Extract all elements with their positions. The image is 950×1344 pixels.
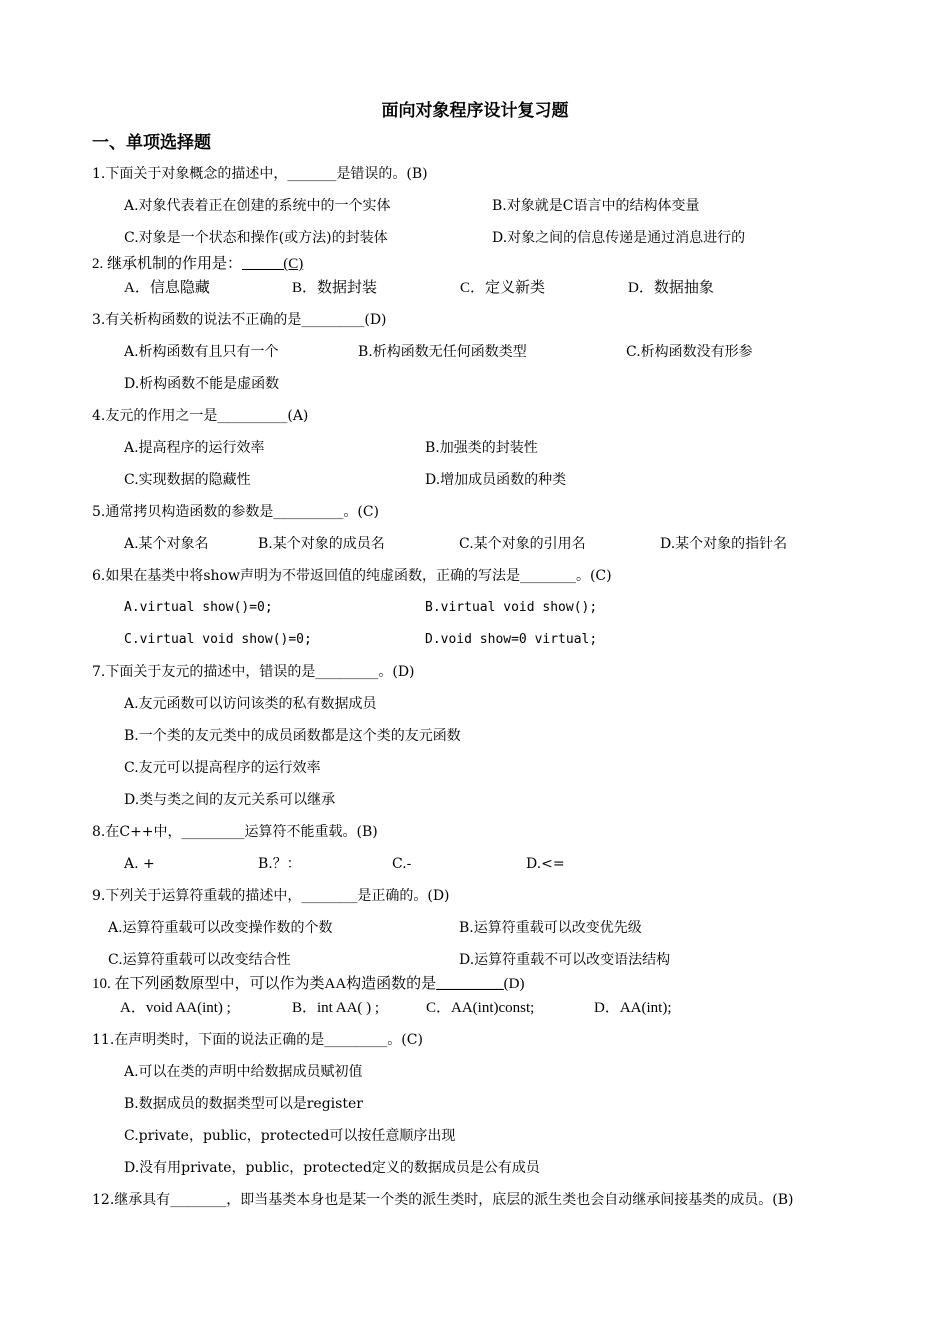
question-10-option-a: A．void AA(int) ;: [120, 1000, 231, 1016]
question-2-stem: [92, 254, 303, 274]
question-6-stem: 6.如果在基类中将show声明为不带返回值的纯虚函数，正确的写法是________。(C): [92, 568, 612, 584]
question-9-option-c: C.运算符重载可以改变结合性: [108, 952, 291, 968]
question-3-option-b: B.析构函数无任何函数类型: [358, 344, 527, 360]
question-2-option-a: A．信息隐藏: [124, 280, 210, 296]
question-1-option-b: B.对象就是C语言中的结构体变量: [492, 198, 700, 214]
question-5-option-d: D.某个对象的指针名: [660, 536, 788, 552]
question-6-option-b: B.virtual void show();: [425, 600, 598, 615]
question-1-option-c: C.对象是一个状态和操作(或方法)的封装体: [124, 230, 388, 246]
question-8-option-d: D.<=: [526, 856, 565, 872]
question-12-stem: 12.继承具有________，即当基类本身也是某一个类的派生类时，底层的派生类也会自动继承间接基类的成员。(B): [92, 1192, 794, 1208]
question-4-option-d: D.增加成员函数的种类: [425, 472, 567, 488]
question-8-option-a: A. +: [124, 856, 155, 872]
question-11-stem: 11.在声明类时，下面的说法正确的是_________。(C): [92, 1032, 423, 1048]
question-5-option-b: B.某个对象的成员名: [258, 536, 385, 552]
question-2-option-b: B．数据封装: [292, 280, 378, 296]
question-8-stem: 8.在C++中，_________运算符不能重载。(B): [92, 824, 378, 840]
question-4-option-c: C.实现数据的隐藏性: [124, 472, 251, 488]
question-1-option-d: D.对象之间的信息传递是通过消息进行的: [492, 230, 746, 246]
question-11-option-d: D.没有用private，public，protected定义的数据成员是公有成员: [124, 1160, 540, 1176]
question-7-option-a: A.友元函数可以访问该类的私有数据成员: [124, 696, 377, 712]
question-10-stem-text: 10. 在下列函数原型中，可以作为类AA构造函数的是: [92, 976, 437, 992]
question-2-answer-blank: (C): [242, 256, 304, 272]
question-5-option-c: C.某个对象的引用名: [459, 536, 586, 552]
question-3-option-d: D.析构函数不能是虚函数: [124, 376, 280, 392]
question-9-option-b: B.运算符重载可以改变优先级: [459, 920, 642, 936]
question-10-answer-blank: _________: [436, 976, 504, 992]
document-title: 面向对象程序设计复习题: [381, 101, 569, 121]
question-7-option-b: B.一个类的友元类中的成员函数都是这个类的友元函数: [124, 728, 461, 744]
question-10-option-b: B．int AA( ) ;: [292, 1000, 380, 1016]
question-6-option-d: D.void show=0 virtual;: [425, 632, 598, 647]
question-10-option-c: C．AA(int)const;: [426, 1000, 535, 1016]
question-3-option-a: A.析构函数有且只有一个: [124, 344, 279, 360]
question-2-option-d: D．数据抽象: [628, 280, 714, 296]
question-9-option-a: A.运算符重载可以改变操作数的个数: [108, 920, 333, 936]
question-1-stem: 1.下面关于对象概念的描述中，_______是错误的。(B): [92, 166, 428, 182]
section-heading: 一、单项选择题: [92, 133, 211, 153]
question-3-option-c: C.析构函数没有形参: [626, 344, 753, 360]
question-7-option-d: D.类与类之间的友元关系可以继承: [124, 792, 336, 808]
question-5-option-a: A.某个对象名: [124, 536, 209, 552]
question-5-stem: 5.通常拷贝构造函数的参数是__________。(C): [92, 504, 379, 520]
question-3-stem: 3.有关析构函数的说法不正确的是_________(D): [92, 312, 387, 328]
question-10-stem: [92, 974, 525, 994]
question-10-option-d: D．AA(int);: [594, 1000, 672, 1016]
question-8-option-b: B.？：: [258, 856, 301, 872]
question-8-option-c: C.-: [392, 856, 412, 872]
question-9-option-d: D.运算符重载不可以改变语法结构: [459, 952, 671, 968]
question-1-option-a: A.对象代表着正在创建的系统中的一个实体: [124, 198, 391, 214]
question-10-answer: (D): [503, 976, 525, 992]
question-4-option-b: B.加强类的封装性: [425, 440, 538, 456]
question-9-stem: 9.下列关于运算符重载的描述中，________是正确的。(D): [92, 888, 450, 904]
question-4-stem: 4.友元的作用之一是__________(A): [92, 408, 309, 424]
question-7-stem: 7.下面关于友元的描述中，错误的是_________。(D): [92, 664, 415, 680]
question-11-option-b: B.数据成员的数据类型可以是register: [124, 1096, 363, 1112]
question-6-option-a: A.virtual show()=0;: [124, 600, 273, 615]
question-11-option-a: A.可以在类的声明中给数据成员赋初值: [124, 1064, 363, 1080]
question-4-option-a: A.提高程序的运行效率: [124, 440, 265, 456]
question-2-stem-text: 2. 继承机制的作用是：: [92, 256, 243, 272]
question-11-option-c: C.private，public，protected可以按任意顺序出现: [124, 1128, 456, 1144]
question-7-option-c: C.友元可以提高程序的运行效率: [124, 760, 321, 776]
question-2-option-c: C．定义新类: [460, 280, 546, 296]
question-6-option-c: C.virtual void show()=0;: [124, 632, 312, 647]
